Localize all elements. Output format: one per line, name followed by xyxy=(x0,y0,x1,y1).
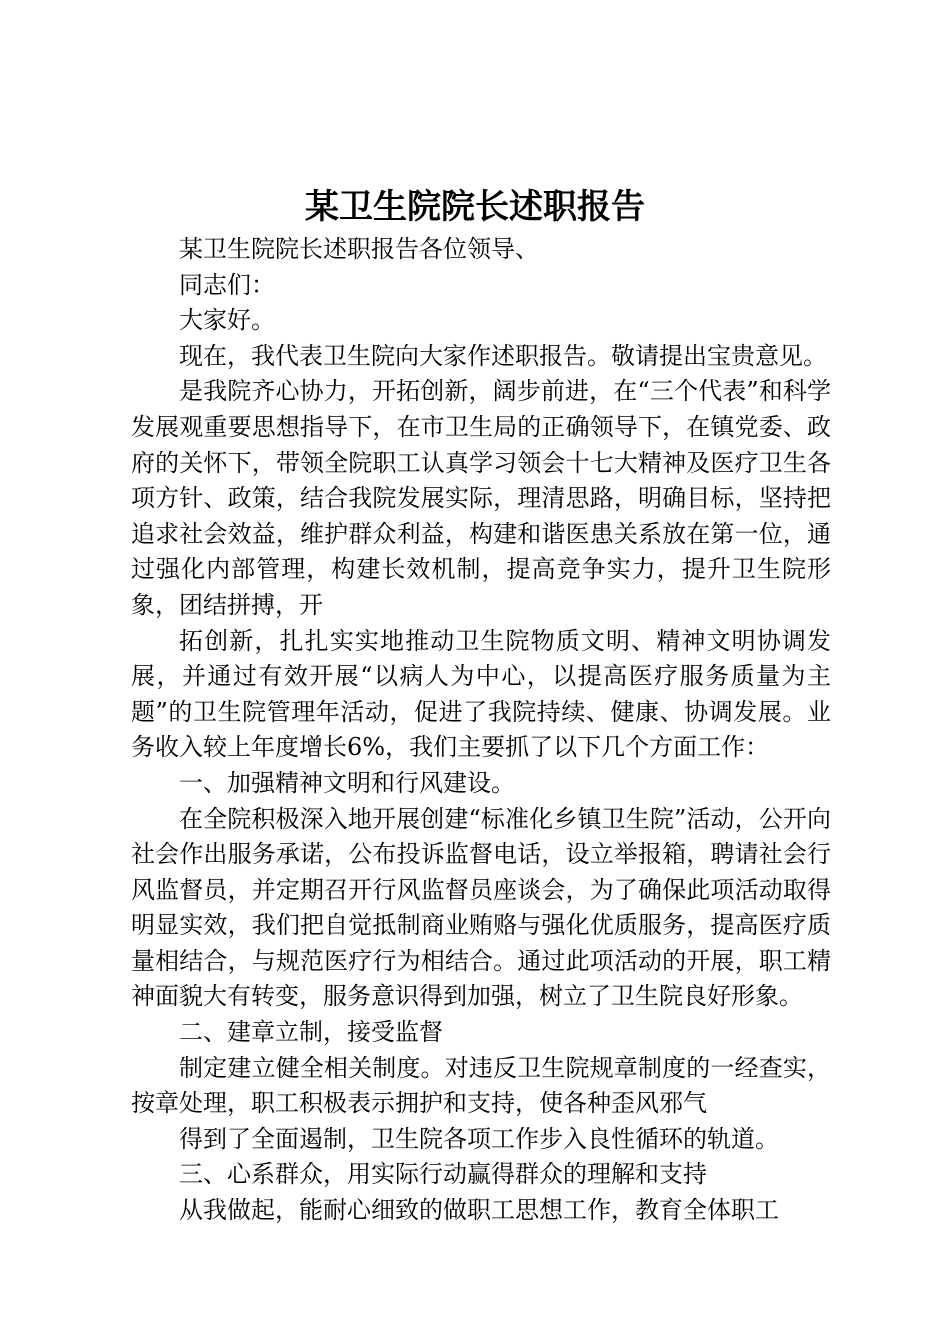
paragraph-overview: 是我院齐心协力，开拓创新，阔步前进，在“三个代表”和科学发展观重要思想指导下，在市卫生局的正确领导下，在镇党委、政府的关怀下，带领全院职工认真学习领会十七大精神及医疗卫生各项方针、政策，结合我院发展实际，理清思路，明确目标，坚持把追求社会效益，维护群众利益，构建和谐医患关系放在第一位，通过强化内部管理，构建长效机制，提高竞争实力，提升卫生院形象，团结拼搏，开 xyxy=(131,377,831,619)
paragraph-intro: 现在，我代表卫生院向大家作述职报告。敬请提出宝贵意见。 xyxy=(179,341,827,370)
section-heading-2: 二、建章立制，接受监督 xyxy=(179,1018,443,1047)
paragraph-hello: 大家好。 xyxy=(179,306,275,335)
paragraph-greeting-heading: 某卫生院院长述职报告各位领导、 xyxy=(179,235,539,263)
section-heading-3: 三、心系群众，用实际行动赢得群众的理解和支持 xyxy=(179,1160,707,1189)
document-title: 某卫生院院长述职报告 xyxy=(305,187,645,227)
paragraph-section-1: 在全院积极深入地开展创建“标准化乡镇卫生院”活动，公开向社会作出服务承诺，公布投诉监督电话，设立举报箱，聘请社会行风监督员，并定期召开行风监督员座谈会，为了确保此项活动取得明显实效，我们把自觉抵制商业贿赂与强化优质服务，提高医疗质量相结合，与规范医疗行为相结合。通过此项活动的开展，职工精神面貌大有转变，服务意识得到加强，树立了卫生院良好形象。 xyxy=(131,804,831,1011)
document-body xyxy=(131,232,831,1229)
paragraph-salutation: 同志们： xyxy=(179,270,275,299)
paragraph-section-3: 从我做起，能耐心细致的做职工思想工作，教育全体职工 xyxy=(179,1196,779,1225)
paragraph-overview-continued: 拓创新，扎扎实实地推动卫生院物质文明、精神文明协调发展，并通过有效开展“以病人为中心，以提高医疗服务质量为主题”的卫生院管理年活动，促进了我院持续、健康、协调发展。业务收入较上年度增长6%，我们主要抓了以下几个方面工作： xyxy=(131,626,831,762)
paragraph-section-2: 制定建立健全相关制度。对违反卫生院规章制度的一经查实，按章处理，职工积极表示拥护和支持，使各种歪风邪气 xyxy=(131,1053,831,1118)
paragraph-section-2-continued: 得到了全面遏制，卫生院各项工作步入良性循环的轨道。 xyxy=(179,1124,779,1153)
section-heading-1: 一、加强精神文明和行风建设。 xyxy=(179,768,515,797)
